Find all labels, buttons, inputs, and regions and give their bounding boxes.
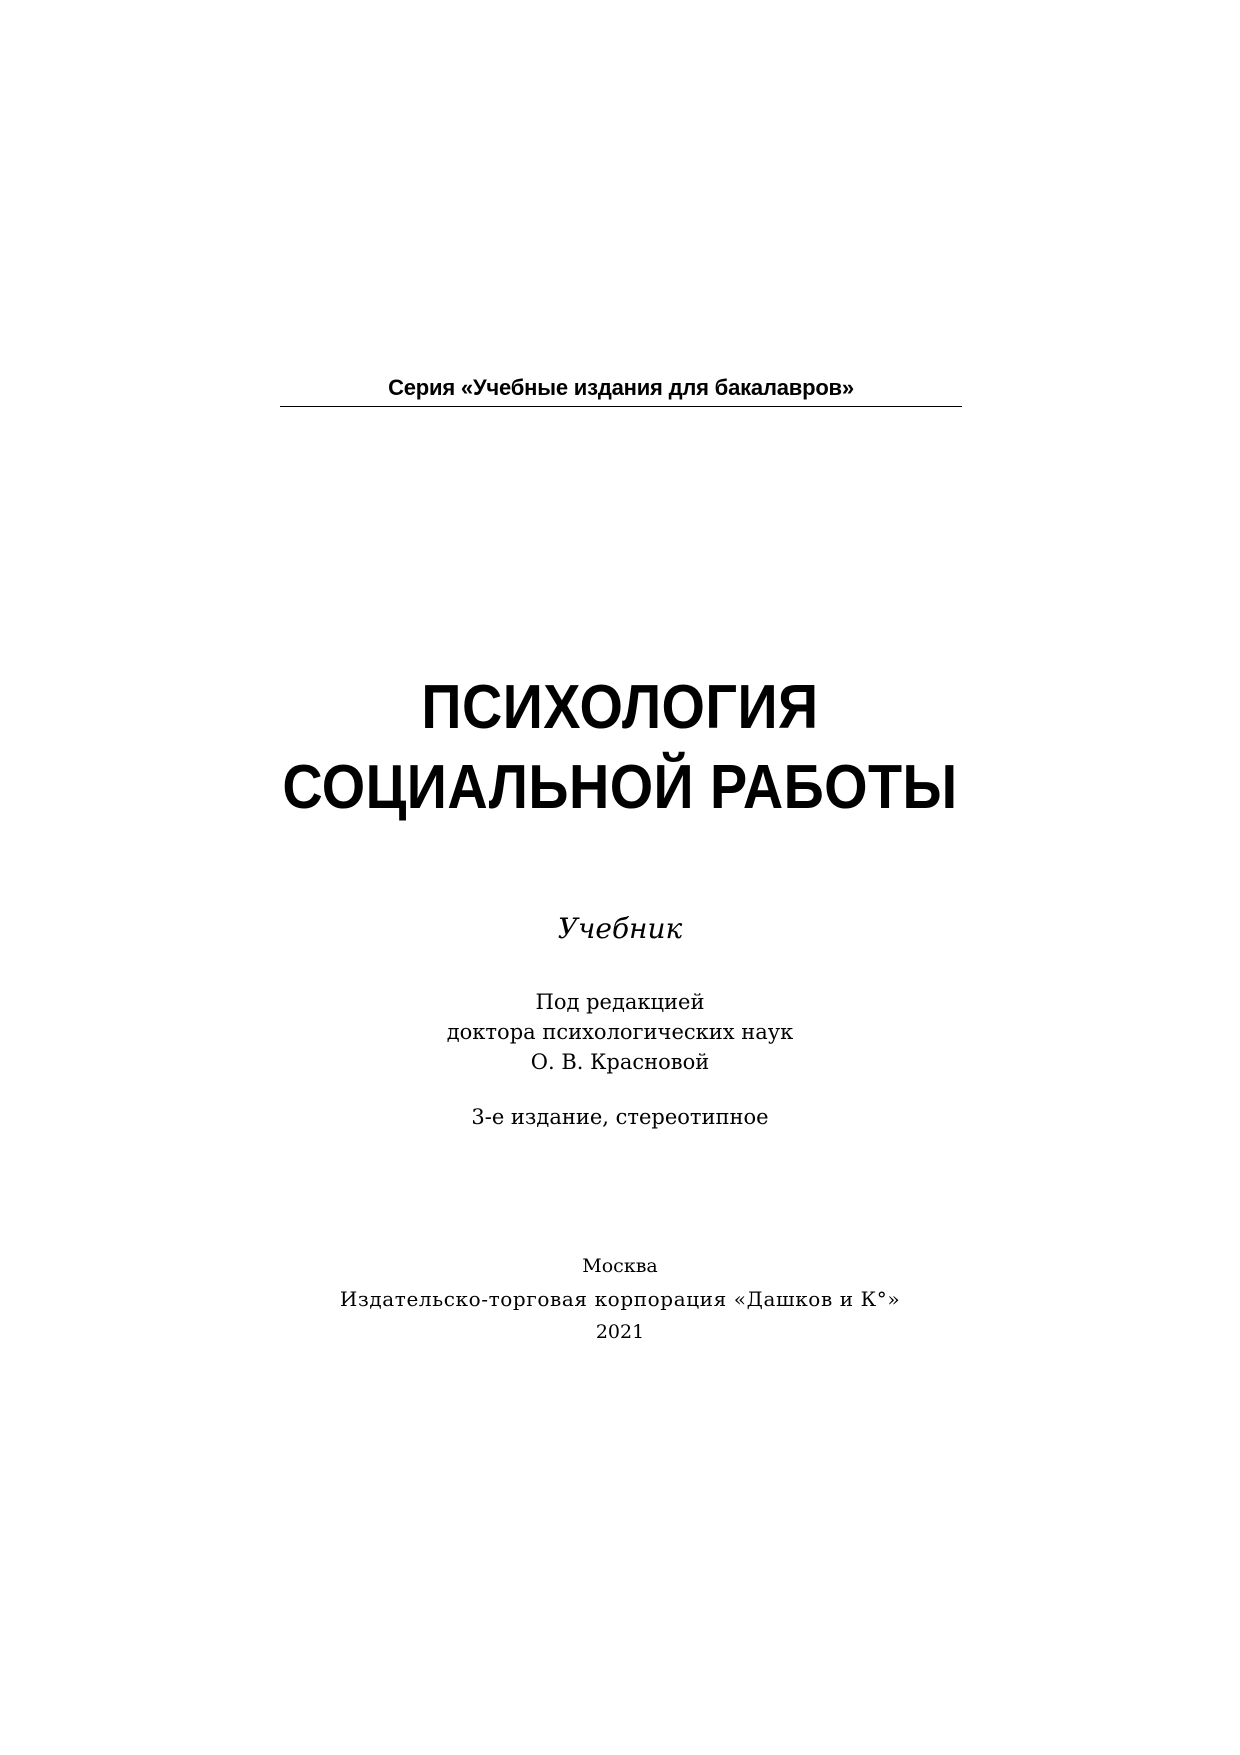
book-type: Учебник	[557, 912, 683, 945]
imprint-block	[0, 1250, 1240, 1349]
series-divider	[280, 406, 962, 407]
edition-note: 3-е издание, стереотипное	[471, 1105, 769, 1129]
editor-name: О. В. Красновой	[530, 1050, 710, 1074]
editor-line-1: Под редакцией	[535, 990, 705, 1014]
imprint-year: 2021	[595, 1321, 645, 1343]
editor-block	[0, 987, 1240, 1077]
book-title-line-1: ПСИХОЛОГИЯ	[421, 673, 819, 742]
editor-line-2: доктора психологических наук	[446, 1020, 794, 1044]
book-title-line-2: СОЦИАЛЬНОЙ РАБОТЫ	[282, 753, 958, 822]
imprint-city: Москва	[582, 1255, 658, 1277]
imprint-publisher: Издательско-торговая корпорация «Дашков и К°»	[339, 1287, 901, 1311]
book-title	[62, 668, 1178, 828]
series-label: Серия «Учебные издания для бакалавров»	[388, 375, 854, 400]
